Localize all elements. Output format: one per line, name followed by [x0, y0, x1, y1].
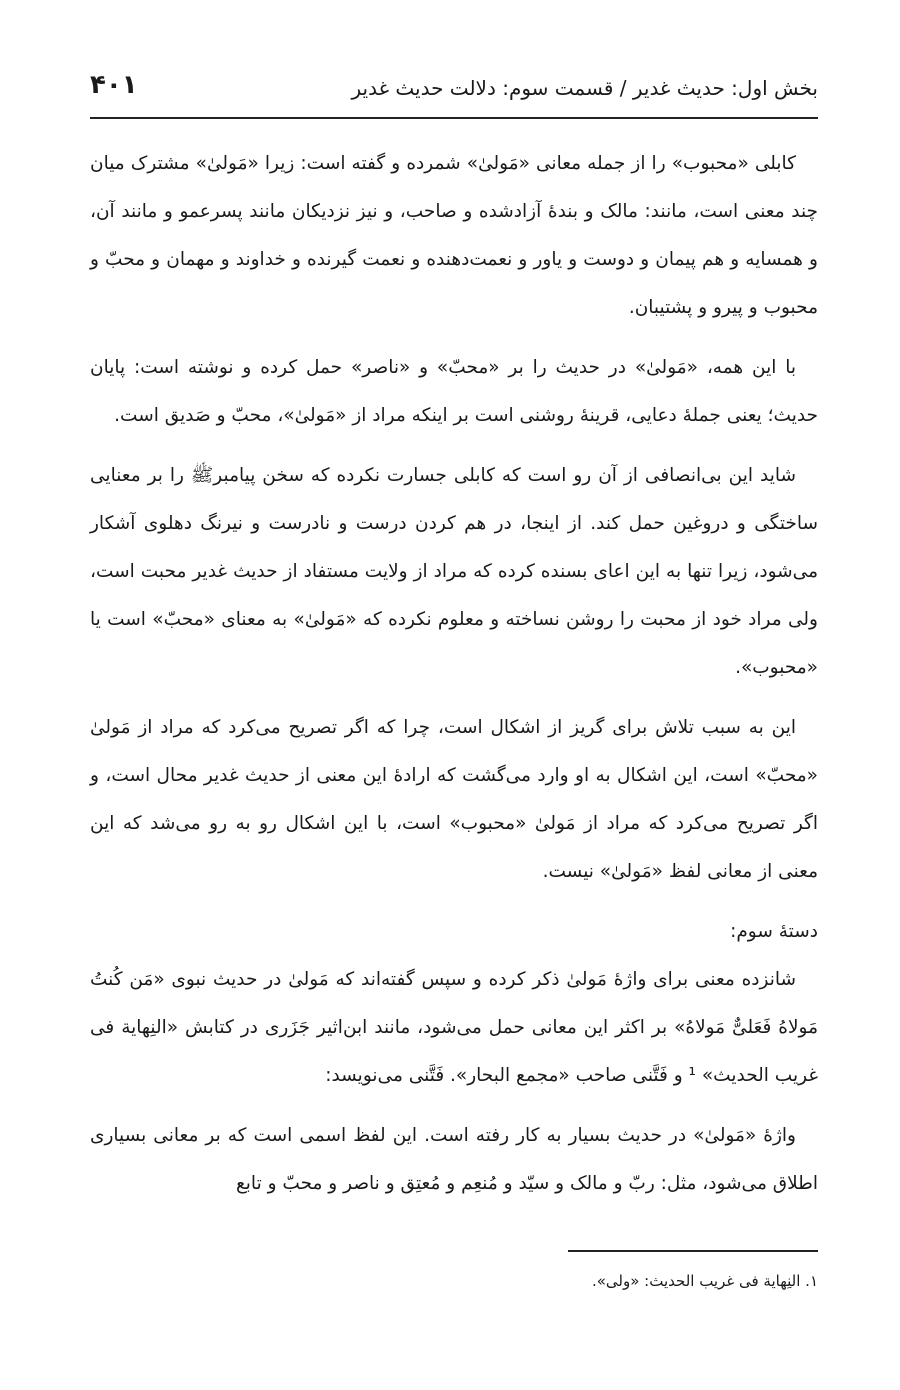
header-divider	[90, 117, 818, 119]
body-text	[90, 140, 818, 1220]
page-number: ۴۰۱	[90, 70, 138, 100]
paragraph: شانزده معنی برای واژهٔ مَولیٰ ذکر کرده و سپس گفته‌اند که مَولیٰ در حدیث نبوی «مَن کُنتُ مَولاهُ فَعَلیٌّ مَولاهُ» بر اکثر این معانی حمل می‌شود، مانند ابن‌اثیر جَزَری در کتابش «النِهایة فی غریب الحدیث» ¹ و فَتَّنی صاحب «مجمع البحار». فَتَّنی می‌نویسد:	[90, 969, 818, 1086]
footnote-divider	[568, 1250, 818, 1252]
paragraph: شاید این بی‌انصافی از آن رو است که کابلی جسارت نکرده که سخن پیامبرﷺ را بر معنایی ساختگی و دروغین حمل کند. از اینجا، در هم کردن درست و نادرست و نیرنگ دهلوی آشکار می‌شود، زیرا تنها به این اعای بسنده کرده که مراد از ولایت مستفاد از حدیث غدیر محبت است، ولی مراد خود از محبت را روشن نساخته و معلوم نکرده که «مَولیٰ» به معنای «محبّ» است یا «محبوب».	[90, 465, 818, 678]
paragraph: این به سبب تلاش برای گریز از اشکال است، چرا که اگر تصریح می‌کرد که مراد از مَولیٰ «محبّ» است، این اشکال به او وارد می‌گشت که ارادهٔ این معنی از حدیث غدیر محال است، و اگر تصریح می‌کرد که مراد از مَولیٰ «محبوب» است، با این اشکال رو به رو می‌شد که این معنی از معانی لفظ «مَولیٰ» نیست.	[90, 717, 818, 882]
paragraph: با این همه، «مَولیٰ» در حدیث را بر «محبّ» و «ناصر» حمل کرده و نوشته است: پایان حدیث؛ یعنی جملهٔ دعایی، قرینهٔ روشنی است بر اینکه مراد از «مَولیٰ»، محبّ و صَدیق است.	[90, 357, 818, 426]
section-heading: دستهٔ سوم:	[730, 921, 818, 942]
footnote: ۱. النِهایة فی غریب الحدیث: «ولی».	[591, 1272, 818, 1290]
running-header	[90, 70, 818, 114]
running-header-title: بخش اول: حدیث غدیر / قسمت سوم: دلالت حدیث غدیر	[351, 76, 818, 100]
paragraph: کابلی «محبوب» را از جمله معانی «مَولیٰ» شمرده و گفته است: زیرا «مَولیٰ» مشترک میان چند معنی است، مانند: مالک و بندهٔ آزادشده و صاحب، و نیز نزدیکان مانند پسرعمو و مانند آن، و همسایه و هم پیمان و دوست و یاور و نعمت‌دهنده و نعمت گیرنده و خداوند و مهمان و محبّ و محبوب و پیرو و پشتیبان.	[90, 153, 818, 318]
paragraph: واژهٔ «مَولیٰ» در حدیث بسیار به کار رفته است. این لفظ اسمی است که بر معانی بسیاری اطلاق می‌شود، مثل: ربّ و مالک و سیّد و مُنعِم و مُعتِق و ناصر و محبّ و تابع	[90, 1125, 818, 1194]
